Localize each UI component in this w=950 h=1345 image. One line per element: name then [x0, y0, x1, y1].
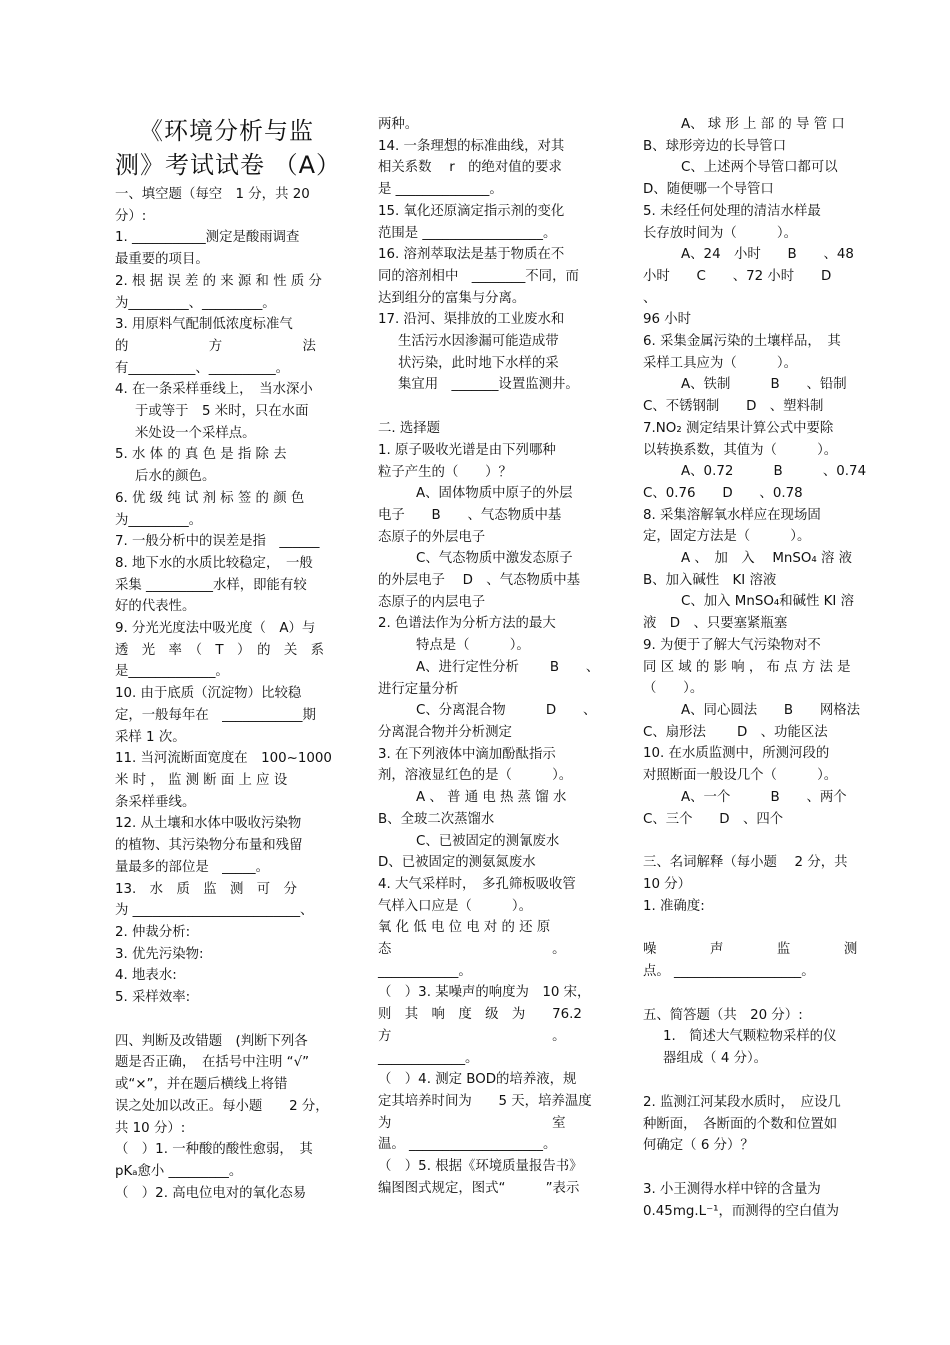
col2-line: 特点是（ ）。	[416, 638, 530, 654]
col3-line: C、三个 D 、四个	[643, 811, 784, 827]
col1-line: 11. 当河流断面宽度在 100~1000	[115, 751, 332, 767]
col3-line	[643, 917, 871, 939]
col1-line: 的植物、其污染物分布量和残留	[115, 838, 303, 854]
col1-line: 7. 一般分析中的误差是指 ______	[115, 534, 320, 550]
col3-line: A、一个 B 、两个	[681, 789, 847, 805]
col1-line: 6. 优 级 纯 试 剂 标 签 的 颜 色	[115, 490, 305, 506]
col2-line: 是 ______________。	[378, 182, 503, 198]
col2-line: 1. 原子吸收光谱是由下列哪种	[378, 442, 556, 458]
col1-line: pKₐ愈小 _________。	[115, 1163, 243, 1179]
col1-line: 5. 采样效率:	[115, 990, 191, 1006]
col1-line: 9. 分光光度法中吸光度（ A）与	[115, 621, 316, 637]
col1-line: 或“×”，并在题后横线上将错	[115, 1077, 288, 1093]
col3-line: 0.45mg.L⁻¹，而测得的空白值为	[643, 1203, 840, 1219]
col2-line: 则 其 响 度 级 为 76.2	[378, 1007, 582, 1023]
col2-line: 方 。	[378, 1028, 566, 1044]
col2-line: 温。 ____________________。	[378, 1137, 557, 1153]
col1-line: 2. 仲裁分析:	[115, 924, 191, 940]
col3-line: D、随便哪一个导管口	[643, 182, 774, 198]
col3-line: 10. 在水质监测中，所测河段的	[643, 746, 830, 762]
col3-line	[643, 830, 871, 852]
col1-line: 米 时 ， 监 测 断 面 上 应 设	[115, 772, 288, 788]
col2-line: 剂，溶液显红色的是（ ）。	[378, 768, 573, 784]
col3-line	[643, 1157, 871, 1179]
col2-line: 14. 一条理想的标准曲线，对其	[378, 138, 565, 154]
col2-line: 4. 大气采样时， 多孔筛板吸收管	[378, 876, 576, 892]
col1-line: （ ）2. 高电位电对的氧化态易	[115, 1185, 307, 1201]
col3-line: A、同心圆法 B 网格法	[681, 702, 861, 718]
col1-line: 透 光 率 （ T ） 的 关 系	[115, 642, 325, 658]
col1-line: 共 10 分）:	[115, 1120, 186, 1136]
col2-line: 编图图式规定，图式“ ”表示	[378, 1180, 580, 1196]
col1-line: 2. 根 据 误 差 的 来 源 和 性 质 分	[115, 273, 322, 289]
col2-line: 相关系数 r 的绝对值的要求	[378, 160, 562, 176]
col2-line: 进行定量分析	[378, 681, 459, 697]
col3-line: 7.NO₂ 测定结果计算公式中要除	[643, 420, 834, 436]
col2-line: 达到组分的富集与分离。	[378, 290, 526, 306]
col1-line: 13. 水 质 监 测 可 分	[115, 881, 297, 897]
col1-line: 误之处加以改正。每小题 2 分，	[115, 1098, 329, 1114]
col3-line: 何确定（ 6 分）？	[643, 1138, 754, 1154]
col3-line: 10 分）	[643, 876, 692, 892]
col1-line: 采集 __________水样，即能有较	[115, 577, 307, 593]
col3-line	[643, 983, 871, 1005]
col2-line: 气样入口应是（ ）。	[378, 898, 532, 914]
col1-line: 为_________、_________。	[115, 295, 276, 311]
col2-line: （ ）3. 某噪声的响度为 10 宋，	[378, 985, 591, 1001]
col3-line: 小时 C 、72 小时 D 、	[643, 268, 859, 306]
col1-line: 于或等于 5 米时，只在水面	[135, 404, 309, 420]
col2-line: 分离混合物并分析测定	[378, 724, 512, 740]
col2-line: 范围是 __________________。	[378, 225, 557, 241]
col1-line: 8. 地下水的水质比较稳定， 一般	[115, 555, 313, 571]
col2-line: C、分离混合物 D 、	[416, 703, 597, 719]
col3-line: C、上述两个导管口都可以	[681, 160, 838, 176]
column-middle-lines	[378, 114, 607, 1199]
col3-line: 9. 为便于了解大气污染物对不	[643, 637, 821, 653]
col1-line: 4. 地表水:	[115, 968, 177, 984]
col3-line: 液 D 、只要塞紧瓶塞	[643, 616, 788, 632]
col2-line: 态原子的内层电子	[378, 594, 486, 610]
col1-line: 最重要的项目。	[115, 252, 209, 268]
col1-line: 定，一般每年在 ____________期	[115, 707, 316, 723]
col1-line: 采样 1 次。	[115, 729, 186, 745]
col2-line: A、固体物质中原子的外层	[416, 486, 573, 502]
col1-line: 好的代表性。	[115, 599, 196, 615]
column-middle	[378, 114, 607, 1199]
col3-line: 6. 采集金属污染的土壤样品， 其	[643, 334, 841, 350]
col1-line: 10. 由于底质（沉淀物）比较稳	[115, 686, 302, 702]
col2-line: 17. 沿河、渠排放的工业废水和	[378, 312, 565, 328]
col2-line: 15. 氧化还原滴定指示剂的变化	[378, 203, 565, 219]
col1-line: 为 _________________________、	[115, 903, 314, 919]
col3-line: 定，固定方法是（ ）。	[643, 529, 811, 545]
col3-line: 长存放时间为（ ）。	[643, 225, 797, 241]
col2-line: 2. 色谱法作为分析方法的最大	[378, 616, 556, 632]
col3-line: 1. 准确度:	[643, 898, 705, 914]
col1-line: 米处设一个采样点。	[135, 425, 256, 441]
col3-line: 5. 未经任何处理的清洁水样最	[643, 203, 821, 219]
col3-line: 同 区 域 的 影 响 ， 布 点 方 法 是	[643, 659, 851, 675]
col3-line: 种断面， 各断面的个数和位置如	[643, 1116, 838, 1132]
col1-line: 1. ___________测定是酸雨调查	[115, 230, 300, 246]
col1-line: 4. 在一条采样垂线上， 当水深小	[115, 382, 313, 398]
col3-line: 采样工具应为（ ）。	[643, 355, 797, 371]
col3-line: 96 小时	[643, 312, 692, 328]
col2-line: （ ）4. 测定 BOD的培养液，规	[378, 1072, 577, 1088]
col2-line: D、已被固定的测氨氮废水	[378, 855, 536, 871]
col2-line: 定其培养时间为 5 天，培养温度	[378, 1093, 592, 1109]
col3-line: 噪 声 监 测	[643, 942, 858, 958]
col1-line: 一、填空题（每空 1 分，共 20	[115, 187, 310, 202]
col1-line: 5. 水 体 的 真 色 是 指 除 去	[115, 447, 287, 463]
exam-title	[115, 114, 347, 182]
col3-line: A、 球 形 上 部 的 导 管 口	[681, 117, 845, 132]
col3-line: A、24 小时 B 、48	[681, 247, 854, 263]
col2-line: 集宜用 _______设置监测井。	[398, 377, 579, 393]
col3-line: A、0.72 B 、0.74	[681, 464, 867, 480]
col3-line: （ ）。	[643, 681, 704, 697]
col2-line: （ ）5. 根据《环境质量报告书》	[378, 1159, 583, 1175]
col3-line: 1. 简述大气颗粒物采样的仪	[663, 1029, 837, 1045]
col2-line: C、气态物质中激发态原子	[416, 551, 573, 567]
col1-line: （ ）1. 一种酸的酸性愈弱， 其	[115, 1142, 313, 1158]
col2-line: ____________。	[378, 963, 472, 979]
col2-line: 氧 化 低 电 位 电 对 的 还 原	[378, 920, 551, 936]
col1-line: 题是否正确， 在括号中注明 “√”	[115, 1055, 310, 1071]
col2-line: 二. 选择题	[378, 421, 441, 437]
column-right	[643, 114, 871, 1222]
col3-line	[643, 1070, 871, 1092]
col3-line: C、0.76 D 、0.78	[643, 485, 803, 501]
col1-line: 量最多的部位是 _____。	[115, 859, 269, 875]
col1-line: 3. 优先污染物:	[115, 946, 204, 962]
col2-line: A 、 普 通 电 热 蒸 馏 水	[416, 790, 567, 806]
col1-line: 12. 从土壤和水体中吸收污染物	[115, 816, 302, 832]
column-right-lines	[643, 114, 871, 1222]
col2-line: 16. 溶剂萃取法是基于物质在不	[378, 247, 565, 263]
col2-line: 同的溶剂相中 ________不同，而	[378, 268, 579, 284]
col1-line: 3. 用原料气配制低浓度标准气	[115, 317, 293, 333]
col3-line: 2. 监测江河某段水质时， 应设几	[643, 1094, 841, 1110]
col3-line: 以转换系数，其值为（ ）。	[643, 442, 838, 458]
col3-line: 三、名词解释（每小题 2 分，共	[643, 855, 848, 871]
col3-line: 3. 小王测得水样中锌的含量为	[643, 1181, 821, 1197]
col3-line: 点。 ___________________。	[643, 964, 815, 980]
col1-line: 四、判断及改错题 (判断下列各	[115, 1033, 308, 1049]
title-line-2: 测》考试试卷 （A）	[115, 151, 342, 179]
column-left	[115, 114, 347, 1204]
col2-line: 为 室	[378, 1115, 566, 1131]
col3-line: 8. 采集溶解氧水样应在现场固	[643, 507, 821, 523]
col2-line: 粒子产生的（ ）？	[378, 464, 512, 480]
col2-line: 电子 B 、气态物质中基	[378, 507, 562, 523]
col3-line: A 、 加 入 MnSO₄ 溶 液	[681, 551, 853, 567]
col1-line: 有__________、__________。	[115, 360, 290, 376]
col3-line: C、不锈钢制 D 、塑料制	[643, 399, 824, 415]
col3-line: B、加入碱性 KI 溶液	[643, 572, 777, 588]
col1-line: 的 方 法	[115, 338, 316, 354]
col1-line: 是_____________。	[115, 664, 229, 680]
col1-line: 为_________。	[115, 512, 203, 528]
col2-line: 两种。	[378, 117, 419, 132]
col2-line: 态 。	[378, 942, 566, 958]
col2-line: 生活污水因渗漏可能造成带	[398, 334, 559, 350]
col3-line: 对照断面一般设几个（ ）。	[643, 768, 838, 784]
col3-line: C、加入 MnSO₄和碱性 KI 溶	[681, 594, 855, 610]
title-line-1: 《环境分析与监	[139, 117, 314, 145]
col2-line: 3. 在下列液体中滴加酚酞指示	[378, 746, 556, 762]
col2-line: 的外层电子 D 、气态物质中基	[378, 573, 581, 589]
col3-line: 器组成（ 4 分）。	[663, 1051, 768, 1067]
col3-line: C、扇形法 D 、功能区法	[643, 724, 828, 740]
col2-line: _____________。	[378, 1050, 479, 1066]
col2-line	[378, 396, 607, 418]
col3-line: A、铁制 B 、铅制	[681, 377, 847, 393]
col3-line: B、球形旁边的长导管口	[643, 138, 787, 154]
col1-line: 后水的颜色。	[135, 469, 216, 485]
col2-line: C、已被固定的测氰废水	[416, 833, 560, 849]
col2-line: 状污染，此时地下水样的采	[398, 355, 559, 371]
col1-line: 条采样垂线。	[115, 794, 196, 810]
col2-line: B、全玻二次蒸馏水	[378, 811, 495, 827]
col2-line: 态原子的外层电子	[378, 529, 486, 545]
col1-line	[115, 1009, 347, 1031]
col3-line: 五、简答题（共 20 分）:	[643, 1007, 803, 1023]
column-left-lines	[115, 184, 347, 1204]
col2-line: A、进行定性分析 B 、	[416, 659, 600, 675]
col1-line: 分）:	[115, 208, 147, 224]
